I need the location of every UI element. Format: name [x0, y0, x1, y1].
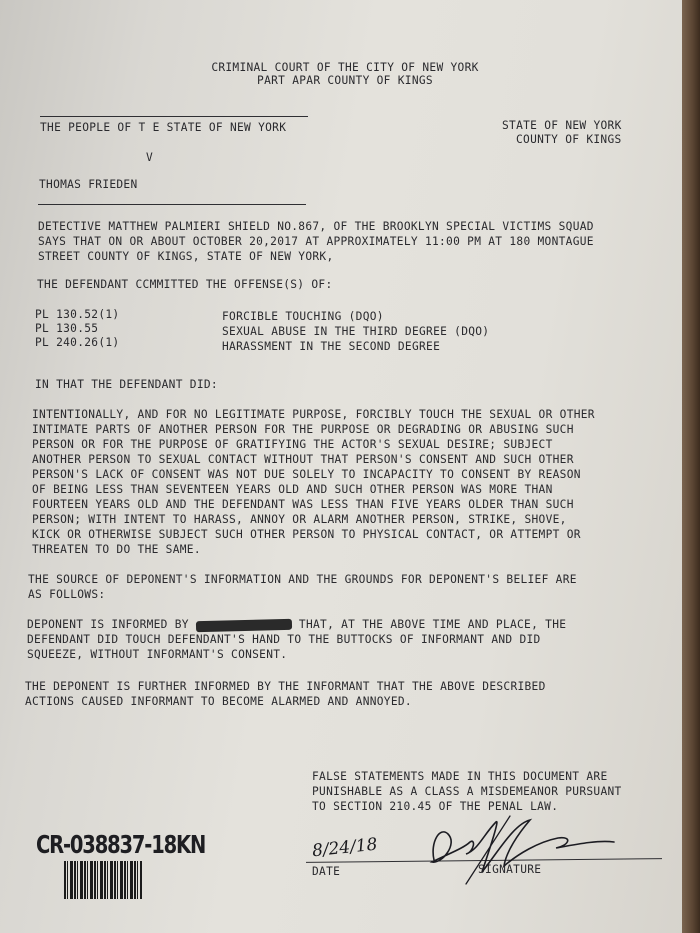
warning-line: FALSE STATEMENTS MADE IN THIS DOCUMENT ARE: [312, 770, 608, 783]
in-that-heading: IN THAT THE DEFENDANT DID:: [35, 378, 218, 391]
document-number: CR-038837-18KN: [36, 830, 206, 859]
table-edge-background: [682, 0, 700, 933]
complainant-paragraph: [38, 219, 594, 264]
conduct-line: ANOTHER PERSON TO SEXUAL CONTACT WITHOUT THAT PERSON'S CONSENT AND SUCH OTHER: [32, 453, 574, 466]
conduct-line: FOURTEEN YEARS OLD AND THE DEFENDANT WAS LESS THAN FIVE YEARS OLDER THAN SUCH: [32, 498, 574, 511]
defendant-name: THOMAS FRIEDEN: [39, 178, 138, 191]
conduct-line: THREATEN TO DO THE SAME.: [32, 543, 201, 556]
caption-bottom-rule: [38, 204, 306, 205]
conduct-line: PERSON'S LACK OF CONSENT WAS NOT DUE SOLELY TO INCAPACITY TO CONSENT BY REASON: [32, 468, 581, 481]
signature-scribble: [418, 812, 628, 886]
plaintiff-caption: THE PEOPLE OF T E STATE OF NEW YORK: [40, 121, 287, 134]
source-paragraph: [28, 572, 577, 602]
conduct-line: KICK OR OTHERWISE SUBJECT SUCH OTHER PERSON TO PHYSICAL CONTACT, OR ATTEMPT OR: [32, 528, 581, 541]
conduct-line: INTIMATE PARTS OF ANOTHER PERSON FOR THE PURPOSE OR DEGRADING OR ABUSING SUCH: [32, 423, 574, 436]
conduct-line: PERSON OR FOR THE PURPOSE OF GRATIFYING THE ACTOR'S SEXUAL DESIRE; SUBJECT: [32, 438, 553, 451]
informed-paragraph: [27, 617, 566, 662]
informed-line: SQUEEZE, WITHOUT INFORMANT'S CONSENT.: [27, 648, 288, 661]
offense-code: PL 130.55: [35, 322, 99, 335]
conduct-line: INTENTIONALLY, AND FOR NO LEGITIMATE PURPOSE, FORCIBLY TOUCH THE SEXUAL OR OTHER: [32, 408, 595, 421]
offense-description: HARASSMENT IN THE SECOND DEGREE: [222, 340, 441, 353]
conduct-line: PERSON; WITH INTENT TO HARASS, ANNOY OR ALARM ANOTHER PERSON, STRIKE, SHOVE,: [32, 513, 567, 526]
barcode: [64, 861, 142, 899]
informed-line: [27, 617, 566, 632]
conduct-line: OF BEING LESS THAN SEVENTEEN YEARS OLD AND SUCH OTHER PERSON WAS MORE THAN: [32, 483, 553, 496]
signature-label: SIGNATURE: [478, 863, 542, 876]
warning-line: TO SECTION 210.45 OF THE PENAL LAW.: [312, 800, 559, 813]
conduct-paragraph: [32, 407, 595, 557]
offense-code: PL 240.26(1): [35, 336, 120, 349]
caption-top-rule: [40, 116, 308, 117]
offense-intro: THE DEFENDANT CCMMITTED THE OFFENSE(S) OF:: [37, 278, 333, 291]
informed-line: DEFENDANT DID TOUCH DEFENDANT'S HAND TO THE BUTTOCKS OF INFORMANT AND DID: [27, 633, 541, 646]
court-name: CRIMINAL COURT OF THE CITY OF NEW YORK: [211, 61, 479, 74]
informed-trailing-text: THAT, AT THE ABOVE TIME AND PLACE, THE: [298, 618, 567, 631]
state-label: STATE OF NEW YORK: [502, 119, 622, 132]
county-label: COUNTY OF KINGS: [516, 133, 622, 146]
versus-label: V: [146, 151, 154, 164]
informed-lead-text: DEPONENT IS INFORMED BY: [27, 618, 189, 631]
redaction-mark: [196, 618, 292, 632]
handwritten-date: 8/24/18: [311, 834, 379, 862]
source-line: THE SOURCE OF DEPONENT'S INFORMATION AND THE GROUNDS FOR DEPONENT'S BELIEF ARE: [28, 573, 577, 586]
date-label: DATE: [312, 865, 341, 878]
complainant-line: SAYS THAT ON OR ABOUT OCTOBER 20,2017 AT APPROXIMATELY 11:00 PM AT 180 MONTAGUE: [38, 235, 594, 248]
offense-code: PL 130.52(1): [35, 308, 120, 321]
further-line: ACTIONS CAUSED INFORMANT TO BECOME ALARMED AND ANNOYED.: [25, 695, 412, 708]
court-part: PART APAR COUNTY OF KINGS: [257, 74, 433, 87]
complainant-line: STREET COUNTY OF KINGS, STATE OF NEW YORK,: [38, 250, 334, 263]
offense-description: FORCIBLE TOUCHING (DQO): [222, 310, 384, 323]
further-line: THE DEPONENT IS FURTHER INFORMED BY THE INFORMANT THAT THE ABOVE DESCRIBED: [25, 680, 546, 693]
false-statement-warning: [312, 769, 622, 814]
further-paragraph: [25, 679, 546, 709]
complainant-line: DETECTIVE MATTHEW PALMIERI SHIELD NO.867, OF THE BROOKLYN SPECIAL VICTIMS SQUAD: [38, 220, 594, 233]
warning-line: PUNISHABLE AS A CLASS A MISDEMEANOR PURSUANT: [312, 785, 622, 798]
offense-description: SEXUAL ABUSE IN THE THIRD DEGREE (DQO): [222, 325, 490, 338]
source-line: AS FOLLOWS:: [28, 588, 106, 601]
